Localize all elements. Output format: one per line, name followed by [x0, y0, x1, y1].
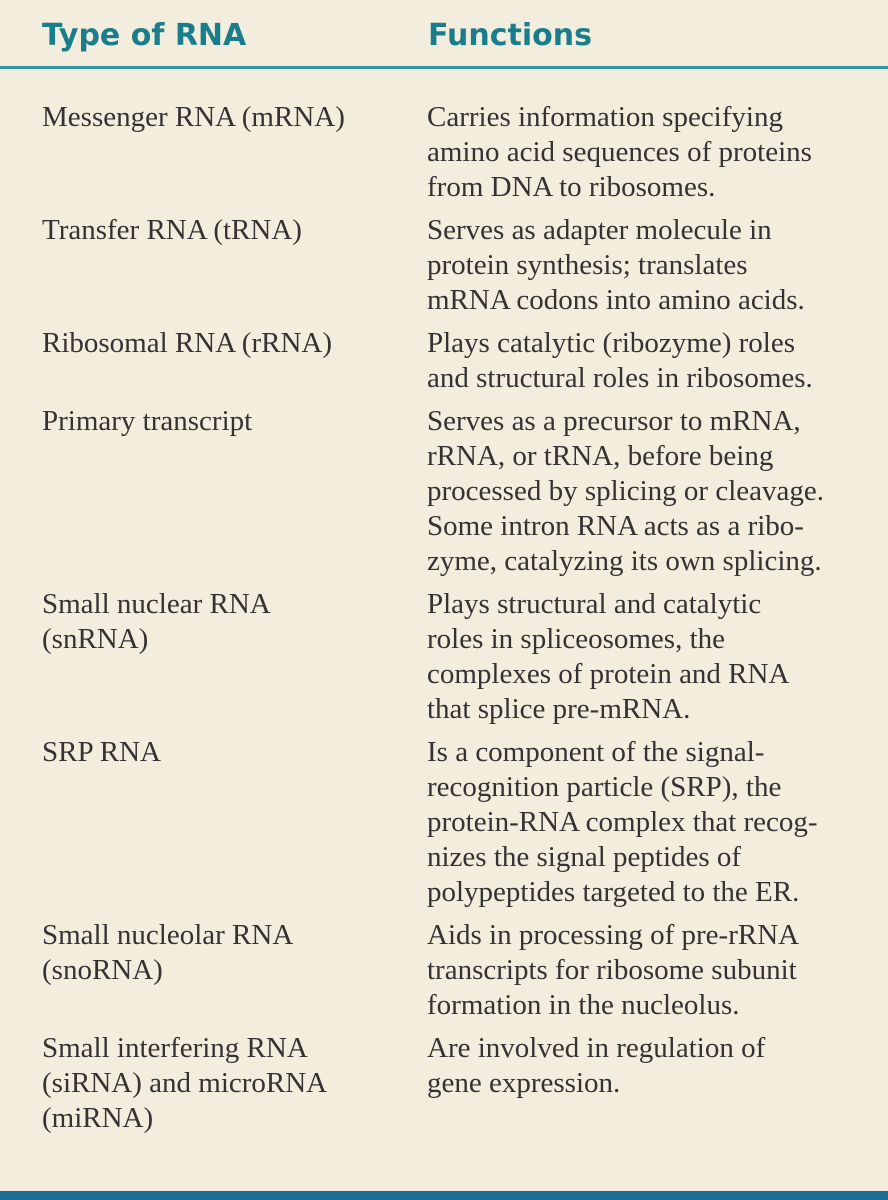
header-divider [0, 66, 888, 69]
rna-function-line: processed by splicing or cleavage. [427, 475, 824, 507]
rna-type-line: Ribosomal RNA (rRNA) [42, 327, 332, 359]
rna-function-line: Carries information specifying [427, 101, 783, 133]
rna-function-cell [427, 735, 867, 910]
rna-function-line: protein synthesis; translates [427, 249, 748, 281]
table-row [0, 326, 888, 396]
rna-type-cell [42, 326, 402, 361]
column-header-type: Type of RNA [42, 18, 247, 53]
rna-function-line: complexes of protein and RNA [427, 658, 790, 690]
rna-function-cell [427, 587, 867, 727]
rna-function-cell [427, 918, 867, 1023]
rna-function-line: Are involved in regulation of [427, 1032, 766, 1064]
rna-function-line: polypeptides targeted to the ER. [427, 876, 800, 908]
rna-type-line: Messenger RNA (mRNA) [42, 101, 345, 133]
rna-function-line: Serves as a precursor to mRNA, [427, 405, 801, 437]
rna-type-line: Transfer RNA (tRNA) [42, 214, 302, 246]
table-row [0, 1031, 888, 1134]
table-body [0, 100, 888, 1134]
rna-function-line: rRNA, or tRNA, before being [427, 440, 774, 472]
rna-type-cell [42, 404, 402, 439]
rna-type-cell [42, 587, 402, 657]
rna-function-line: Plays structural and catalytic [427, 588, 762, 620]
rna-type-line: SRP RNA [42, 736, 162, 768]
rna-function-cell [427, 326, 867, 396]
rna-function-line: mRNA codons into amino acids. [427, 284, 805, 316]
rna-function-line: Serves as adapter molecule in [427, 214, 772, 246]
rna-function-line: Some intron RNA acts as a ribo- [427, 510, 804, 542]
footer-divider [0, 1191, 888, 1200]
table-row [0, 213, 888, 318]
rna-function-line: Plays catalytic (ribozyme) roles [427, 327, 796, 359]
table-header [0, 0, 888, 66]
rna-function-line: recognition particle (SRP), the [427, 771, 782, 803]
table-row [0, 100, 888, 205]
rna-type-line: (snoRNA) [42, 954, 163, 986]
rna-function-cell [427, 1031, 867, 1101]
column-header-functions: Functions [428, 18, 592, 53]
rna-type-line: (siRNA) and microRNA [42, 1067, 328, 1099]
rna-function-cell [427, 213, 867, 318]
rna-type-line: Small interfering RNA [42, 1032, 308, 1064]
rna-function-cell [427, 404, 867, 579]
rna-type-cell [42, 100, 402, 135]
rna-function-line: from DNA to ribosomes. [427, 171, 716, 203]
rna-function-line: Is a component of the signal- [427, 736, 765, 768]
rna-function-line: roles in spliceosomes, the [427, 623, 726, 655]
table-row [0, 918, 888, 1023]
rna-function-line: formation in the nucleolus. [427, 989, 740, 1021]
rna-function-cell [427, 100, 867, 205]
rna-type-cell [42, 1031, 402, 1136]
rna-function-line: nizes the signal peptides of [427, 841, 742, 873]
rna-function-line: protein-RNA complex that recog- [427, 806, 818, 838]
rna-function-line: Aids in processing of pre-rRNA [427, 919, 800, 951]
rna-function-line: amino acid sequences of proteins [427, 136, 812, 168]
rna-function-line: and structural roles in ribosomes. [427, 362, 813, 394]
rna-type-line: Primary transcript [42, 405, 253, 437]
table-row [0, 735, 888, 910]
rna-function-line: that splice pre-mRNA. [427, 693, 691, 725]
table-row [0, 587, 888, 727]
rna-type-line: Small nuclear RNA [42, 588, 271, 620]
table-row [0, 404, 888, 579]
rna-type-line: Small nucleolar RNA [42, 919, 294, 951]
rna-type-cell [42, 735, 402, 770]
rna-type-cell [42, 213, 402, 248]
rna-function-line: gene expression. [427, 1067, 621, 1099]
rna-type-line: (snRNA) [42, 623, 149, 655]
rna-type-cell [42, 918, 402, 988]
rna-function-line: transcripts for ribosome subunit [427, 954, 797, 986]
rna-type-line: (miRNA) [42, 1102, 154, 1134]
rna-function-line: zyme, catalyzing its own splicing. [427, 545, 822, 577]
